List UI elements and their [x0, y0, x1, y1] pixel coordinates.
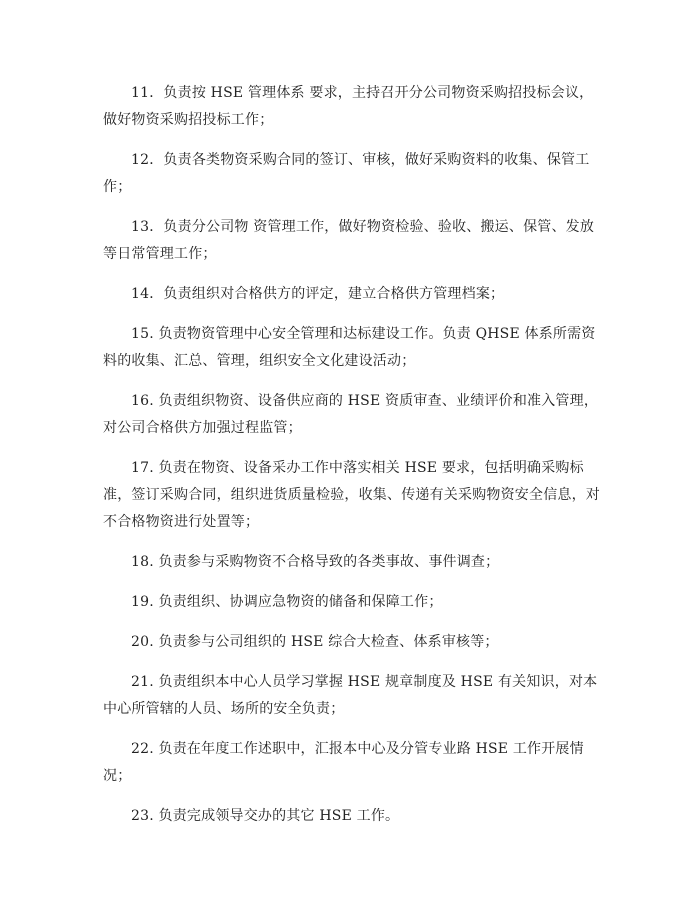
- document-body: [103, 80, 603, 843]
- duty-item-22: 22. 负责在年度工作述职中，汇报本中心及分管专业路 HSE 工作开展情况；: [103, 741, 584, 784]
- duty-item-21: 21. 负责组织本中心人员学习掌握 HSE 规章制度及 HSE 有关知识，对本中心所管辖的人员、场所的安全负责；: [103, 674, 598, 717]
- duty-item-20: 20. 负责参与公司组织的 HSE 综合大检查、体系审核等；: [131, 634, 499, 650]
- duty-item-19: 19. 负责组织、协调应急物资的储备和保障工作；: [131, 594, 443, 610]
- duty-item-14: 14．负责组织对合格供方的评定，建立合格供方管理档案；: [131, 286, 505, 302]
- duty-item-15: 15. 负责物资管理中心安全管理和达标建设工作。负责 QHSE 体系所需资料的收集、汇总、管理，组织安全文化建设活动；: [103, 326, 596, 369]
- duty-item-12: 12．负责各类物资采购合同的签订、审核，做好采购资料的收集、保管工作；: [103, 152, 590, 195]
- duty-item-16: 16. 负责组织物资、设备供应商的 HSE 资质审查、业绩评价和准入管理，对公司合格供方加强过程监管；: [103, 393, 599, 436]
- duty-item-23: 23. 负责完成领导交办的其它 HSE 工作。: [131, 808, 400, 824]
- duty-item-13: 13．负责分公司物 资管理工作，做好物资检验、验收、搬运、保管、发放等日常管理工作；: [103, 219, 595, 262]
- duty-item-11: 11．负责按 HSE 管理体系 要求，主持召开分公司物资采购招投标会议，做好物资采购招投标工作；: [103, 85, 594, 128]
- duty-item-17: 17. 负责在物资、设备采办工作中落实相关 HSE 要求，包括明确采购标准，签订采购合同，组织进货质量检验，收集、传递有关采购物资安全信息，对不合格物资进行处置等；: [103, 460, 600, 530]
- duty-item-18: 18. 负责参与采购物资不合格导致的各类事故、事件调查；: [131, 554, 500, 570]
